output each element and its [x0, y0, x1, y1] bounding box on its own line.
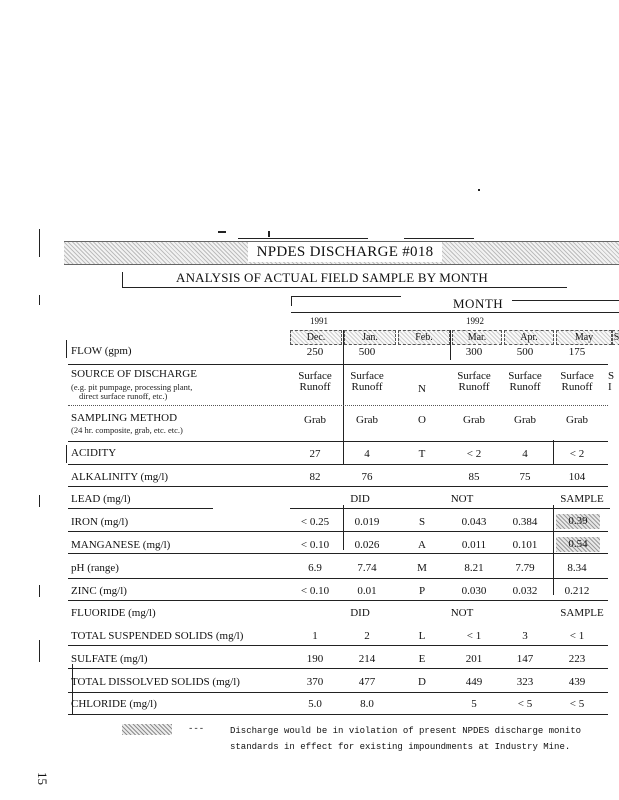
cell-source-next — [608, 371, 619, 393]
cell-zinc-apr: 0.032 — [512, 585, 538, 597]
row-label-fluoride: FLUORIDE (mg/l) — [71, 607, 156, 619]
cell-tss-jan: 2 — [364, 630, 370, 642]
row-label-lead: LEAD (mg/l) — [71, 493, 131, 505]
cell-ph-dec: 6.9 — [308, 562, 322, 574]
cell-alkalinity-jan: 76 — [361, 471, 373, 483]
cell-chloride-mar: 5 — [471, 698, 477, 710]
cell-text: Surface Runoff — [350, 370, 384, 393]
cell-source-apr — [499, 371, 551, 393]
subtitle-bracket — [122, 272, 123, 288]
cell-zinc-feb: P — [418, 585, 426, 597]
cell-chloride-jan: 8.0 — [360, 698, 374, 710]
cell-fluoride-mar: NOT — [450, 607, 474, 619]
row-rule — [68, 364, 608, 365]
cell-text: Surface Runoff — [457, 370, 491, 393]
row-label-acidity: ACIDITY — [71, 447, 117, 459]
scan-speck — [218, 231, 226, 233]
margin-bar — [39, 495, 40, 507]
month-next: S — [613, 332, 619, 343]
cell-tss-dec: 1 — [312, 630, 318, 642]
cell-manganese-may: 0.54 — [556, 537, 600, 552]
cell-chloride-may: < 5 — [569, 698, 585, 710]
cell-ph-may: 8.34 — [567, 562, 587, 574]
cell-acidity-may: < 2 — [569, 448, 585, 460]
cell-iron-may: 0.39 — [556, 514, 600, 529]
cell-fluoride-jan: DID — [350, 607, 370, 619]
month-header: MONTH — [453, 296, 504, 311]
cell-sampling-jan: Grab — [356, 414, 378, 426]
top-rule — [404, 238, 474, 239]
cell-zinc-dec: < 0.10 — [300, 585, 330, 597]
cell-sulfate-jan: 214 — [358, 653, 376, 665]
margin-bar — [39, 295, 40, 305]
cell-alkalinity-may: 104 — [568, 471, 586, 483]
month-underline — [291, 312, 619, 313]
cell-acidity-feb: T — [418, 448, 426, 460]
cell-ph-apr: 7.79 — [515, 562, 535, 574]
footnote-line: standards in effect for existing impoundments at Industry Mine. — [230, 742, 571, 752]
cell-source-feb: N — [418, 383, 426, 395]
legend-swatch — [122, 724, 172, 735]
row-rule — [68, 600, 608, 601]
cell-tds-jan: 477 — [358, 676, 376, 688]
row-label-manganese: MANGANESE (mg/l) — [71, 539, 171, 551]
row-rule — [68, 508, 213, 509]
cell-tss-may: < 1 — [569, 630, 585, 642]
row-label-tds: TOTAL DISSOLVED SOLIDS (mg/l) — [71, 676, 240, 688]
row-rule — [68, 486, 608, 487]
cell-text: S I — [608, 371, 615, 393]
cell-lead-may: SAMPLE — [560, 493, 604, 505]
month-rule — [291, 296, 401, 297]
month-jan: Jan. — [344, 330, 396, 345]
cell-alkalinity-apr: 75 — [519, 471, 531, 483]
cell-source-jan — [341, 371, 393, 393]
cell-iron-jan: 0.019 — [354, 516, 380, 528]
column-rule — [66, 340, 67, 358]
cell-sampling-may: Grab — [566, 414, 588, 426]
cell-flow-dec: 250 — [306, 346, 324, 358]
year-label-1991: 1991 — [310, 316, 328, 326]
cell-sampling-dec: Grab — [304, 414, 326, 426]
cell-source-may — [551, 371, 603, 393]
cell-lead-mar: NOT — [450, 493, 474, 505]
page-title: NPDES DISCHARGE #018 — [248, 242, 442, 262]
month-dec: Dec. — [290, 330, 342, 345]
cell-iron-apr: 0.384 — [512, 516, 538, 528]
row-label-sulfate: SULFATE (mg/l) — [71, 653, 148, 665]
cell-flow-jan: 500 — [358, 346, 376, 358]
row-label-flow: FLOW (gpm) — [71, 345, 132, 357]
cell-text: Surface Runoff — [560, 370, 594, 393]
cell-alkalinity-dec: 82 — [309, 471, 321, 483]
column-rule — [66, 445, 67, 463]
row-label-zinc: ZINC (mg/l) — [71, 585, 127, 597]
cell-fluoride-may: SAMPLE — [560, 607, 604, 619]
cell-tds-may: 439 — [568, 676, 586, 688]
cell-flow-apr: 500 — [516, 346, 534, 358]
cell-iron-dec: < 0.25 — [300, 516, 330, 528]
cell-ph-jan: 7.74 — [357, 562, 377, 574]
cell-zinc-mar: 0.030 — [461, 585, 487, 597]
cell-acidity-dec: 27 — [309, 448, 321, 460]
margin-bar — [39, 229, 40, 257]
cell-iron-feb: S — [418, 516, 426, 528]
column-rule — [553, 505, 554, 595]
row-rule — [290, 508, 610, 509]
cell-lead-jan: DID — [350, 493, 370, 505]
row-rule — [68, 668, 608, 669]
cell-tss-feb: L — [418, 630, 426, 642]
row-label-sampling: SAMPLING METHOD — [71, 412, 178, 424]
row-rule — [68, 692, 608, 693]
row-rule — [68, 441, 608, 442]
cell-acidity-jan: 4 — [364, 448, 370, 460]
subtitle: ANALYSIS OF ACTUAL FIELD SAMPLE BY MONTH — [176, 270, 488, 285]
month-may: May — [556, 330, 612, 345]
row-sublabel-source: (e.g. pit pumpage, processing plant, — [71, 382, 193, 392]
cell-sulfate-may: 223 — [568, 653, 586, 665]
cell-chloride-dec: 5.0 — [308, 698, 322, 710]
scan-speck — [268, 231, 270, 237]
row-label-source: SOURCE OF DISCHARGE — [71, 368, 197, 380]
month-apr: Apr. — [504, 330, 554, 345]
month-bracket — [291, 296, 292, 306]
row-rule — [68, 578, 608, 579]
month-mar: Mar. — [452, 330, 502, 345]
row-label-chloride: CHLORIDE (mg/l) — [71, 698, 157, 710]
cell-source-mar — [448, 371, 500, 393]
cell-tss-mar: < 1 — [466, 630, 482, 642]
row-sublabel-source: direct surface runoff, etc.) — [79, 391, 168, 401]
row-rule — [68, 645, 608, 646]
row-rule — [68, 405, 608, 406]
cell-zinc-may: 0.212 — [564, 585, 590, 597]
cell-tds-apr: 323 — [516, 676, 534, 688]
cell-tss-apr: 3 — [522, 630, 528, 642]
row-sublabel-sampling: (24 hr. composite, grab, etc. etc.) — [71, 425, 183, 435]
cell-manganese-mar: 0.011 — [461, 539, 487, 551]
cell-sulfate-mar: 201 — [465, 653, 483, 665]
top-rule — [238, 238, 368, 239]
cell-iron-mar: 0.043 — [461, 516, 487, 528]
cell-manganese-apr: 0.101 — [512, 539, 538, 551]
cell-manganese-jan: 0.026 — [354, 539, 380, 551]
scan-speck — [478, 189, 480, 191]
row-label-iron: IRON (mg/l) — [71, 516, 129, 528]
cell-ph-mar: 8.21 — [464, 562, 484, 574]
cell-text: Surface Runoff — [508, 370, 542, 393]
cell-text: Surface Runoff — [298, 370, 332, 393]
month-feb: Feb. — [398, 330, 450, 345]
cell-alkalinity-mar: 85 — [468, 471, 480, 483]
cell-zinc-jan: 0.01 — [357, 585, 377, 597]
margin-bar — [39, 585, 40, 597]
cell-tds-feb: D — [418, 676, 426, 688]
footnote-dash: --- — [188, 724, 205, 734]
row-label-alkalinity: ALKALINITY (mg/l) — [71, 471, 169, 483]
cell-sampling-feb: O — [418, 414, 426, 426]
subtitle-rule — [122, 287, 567, 288]
page-number: 15 — [35, 772, 50, 785]
cell-sulfate-feb: E — [418, 653, 426, 665]
cell-sulfate-apr: 147 — [516, 653, 534, 665]
year-label-1992: 1992 — [466, 316, 484, 326]
cell-source-dec — [289, 371, 341, 393]
row-rule — [68, 553, 608, 554]
row-rule — [68, 464, 608, 465]
footnote-line: Discharge would be in violation of present NPDES discharge monito — [230, 726, 582, 736]
cell-chloride-apr: < 5 — [517, 698, 533, 710]
cell-tds-mar: 449 — [465, 676, 483, 688]
cell-acidity-mar: < 2 — [466, 448, 482, 460]
cell-tds-dec: 370 — [306, 676, 324, 688]
month-rule — [512, 300, 619, 301]
cell-manganese-feb: A — [418, 539, 426, 551]
cell-ph-feb: M — [417, 562, 427, 574]
row-rule — [68, 714, 608, 715]
margin-bar — [39, 640, 40, 662]
cell-sampling-apr: Grab — [514, 414, 536, 426]
cell-sampling-mar: Grab — [463, 414, 485, 426]
cell-sulfate-dec: 190 — [306, 653, 324, 665]
cell-flow-mar: 300 — [465, 346, 483, 358]
cell-flow-may: 175 — [568, 346, 586, 358]
cell-manganese-dec: < 0.10 — [300, 539, 330, 551]
row-label-ph: pH (range) — [71, 562, 119, 574]
row-rule — [68, 531, 608, 532]
cell-acidity-apr: 4 — [522, 448, 528, 460]
row-label-tss: TOTAL SUSPENDED SOLIDS (mg/l) — [71, 630, 244, 642]
